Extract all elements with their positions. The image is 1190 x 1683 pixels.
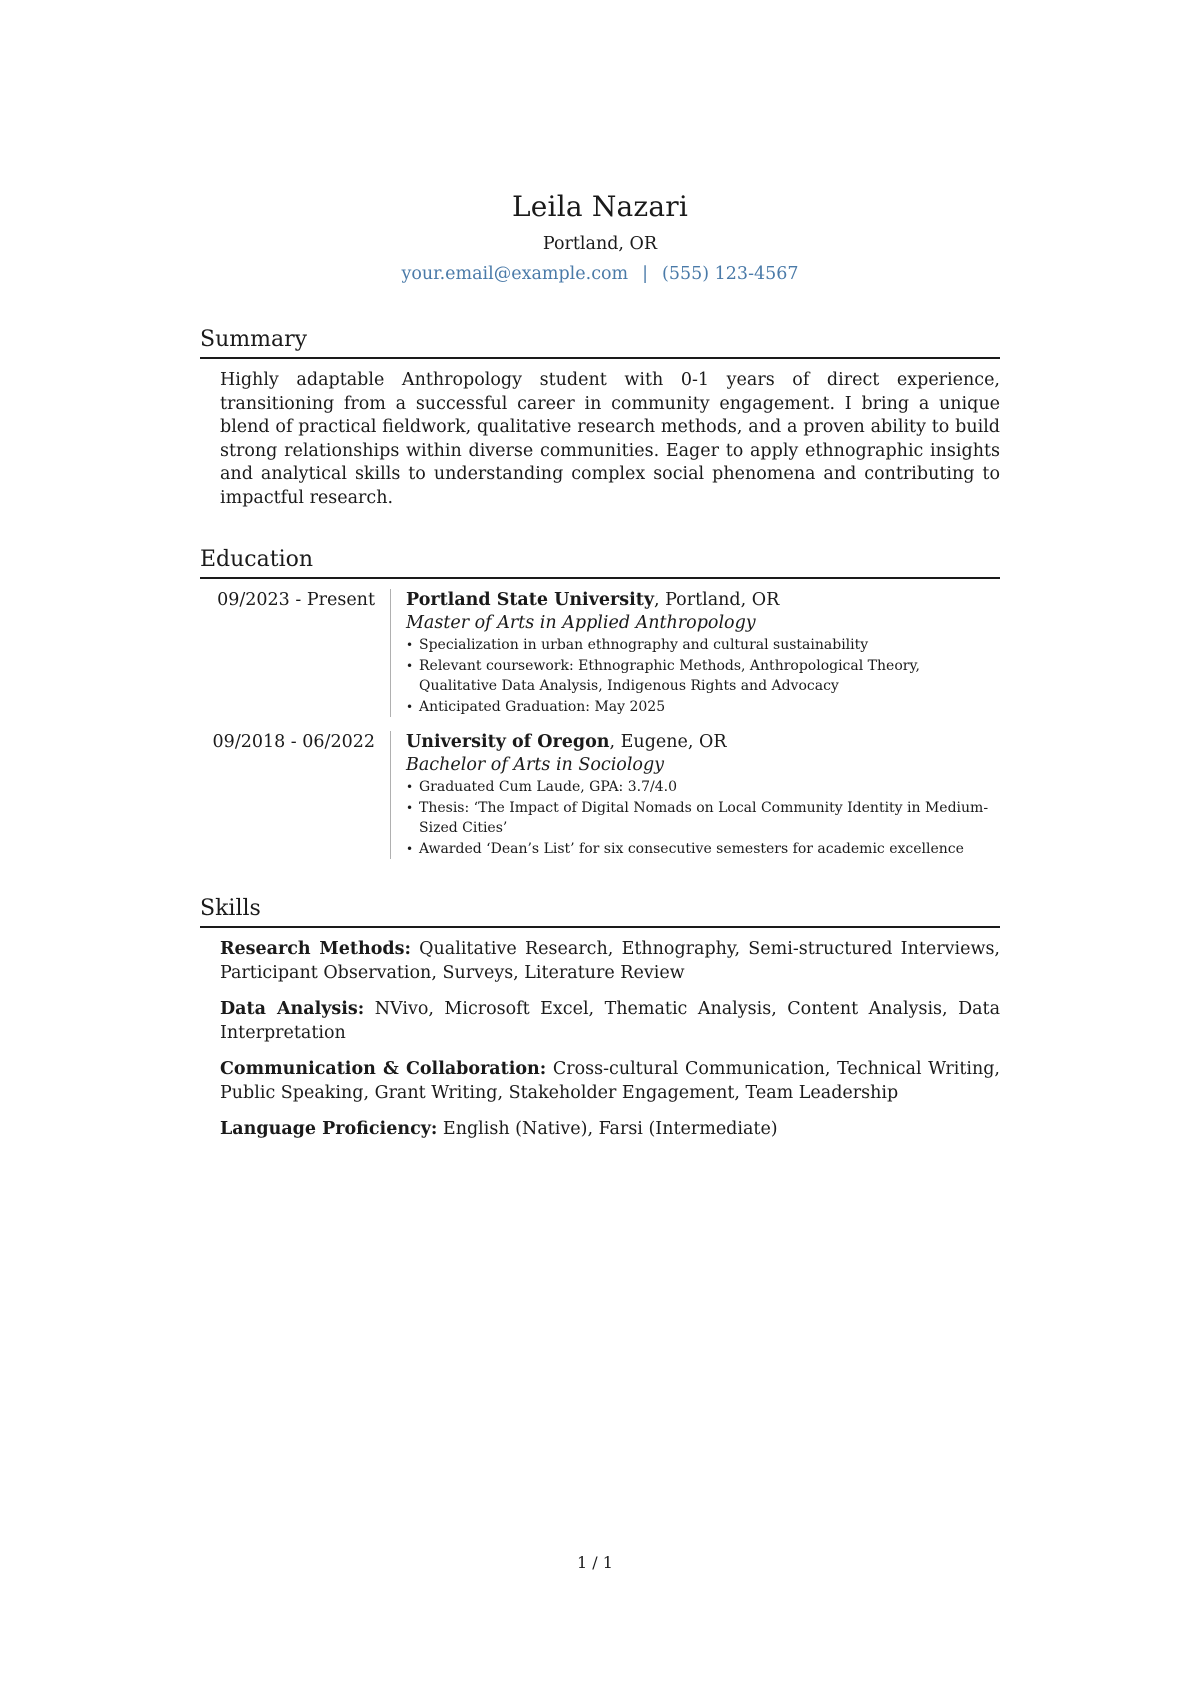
skill-value: Qualitative Research, Ethnography, Semi-structured Interviews, Participant Observation, Surveys, Literature Review [220,939,1000,983]
person-location: Portland, OR [542,234,658,254]
list-item: • Thesis: ‘The Impact of Digital Nomads on Local Community Identity in Medium-Sized Cities’ [406,798,1000,839]
education-details [390,731,1000,859]
school-location: , Portland, OR [653,590,780,610]
resume-page [200,190,1000,1178]
email-link[interactable]: your.email@example.com [401,264,629,284]
skills-section [200,895,1000,1142]
school-name: Portland State University [406,590,654,610]
list-item: • Anticipated Graduation: May 2025 [406,697,1000,718]
education-bullets [406,635,1000,717]
person-name: Leila Nazari [511,190,689,223]
phone-link[interactable]: (555) 123-4567 [662,264,799,284]
skill-value: English (Native), Farsi (Intermediate) [437,1119,778,1139]
contact-line [200,262,1000,286]
school-name: University of Oregon [406,732,610,752]
skill-row [220,998,1000,1045]
degree-title: Bachelor of Arts in Sociology [406,755,665,775]
education-date: 09/2023 - Present [217,590,375,610]
degree-title: Master of Arts in Applied Anthropology [406,613,756,633]
list-item: • Awarded ‘Dean’s List’ for six consecutive semesters for academic excellence [406,839,1000,860]
summary-text: Highly adaptable Anthropology student with 0-1 years of direct experience, transitioning from a successful career in community engagement. I bring a unique blend of practical fieldwork, qualitative research methods, and a proven ability to build strong relationships within diverse communities. Eager to apply ethnographic insights and analytical skills to understanding complex social phenomena and contributing to impactful research. [220,370,1000,508]
skills-heading: Skills [200,895,1000,928]
skill-value: Cross-cultural Communication, Technical Writing, Public Speaking, Grant Writing, Stakeholder Engagement, Team Leadership [220,1059,1000,1103]
education-date: 09/2018 - 06/2022 [212,732,375,752]
skill-row [220,1058,1000,1105]
resume-header [200,190,1000,286]
school-location: , Eugene, OR [609,732,727,752]
education-heading: Education [200,546,1000,579]
summary-section [200,326,1000,510]
skill-row [220,938,1000,985]
skill-label: Data Analysis: [220,999,365,1019]
skill-label: Communication & Collaboration: [220,1059,547,1079]
education-section [200,546,1000,859]
list-item: • Relevant coursework: Ethnographic Methods, Anthropological Theory, Qualitative Data Analysis, Indigenous Rights and Advocacy [406,656,1000,697]
education-bullets [406,777,1000,859]
summary-heading: Summary [200,326,1000,359]
education-school-line [406,731,1000,754]
education-entry [200,731,1000,859]
contact-separator: | [642,264,649,284]
skill-value: NVivo, Microsoft Excel, Thematic Analysis, Content Analysis, Data Interpretation [220,999,1000,1043]
skill-row [220,1118,1000,1142]
education-school-line [406,589,1000,612]
education-entry [200,589,1000,717]
skill-label: Language Proficiency: [220,1119,438,1139]
education-details [390,589,1000,717]
list-item: • Specialization in urban ethnography and cultural sustainability [406,635,1000,656]
list-item: • Graduated Cum Laude, GPA: 3.7/4.0 [406,777,1000,798]
page-number: 1 / 1 [577,1553,613,1572]
skill-label: Research Methods: [220,939,411,959]
